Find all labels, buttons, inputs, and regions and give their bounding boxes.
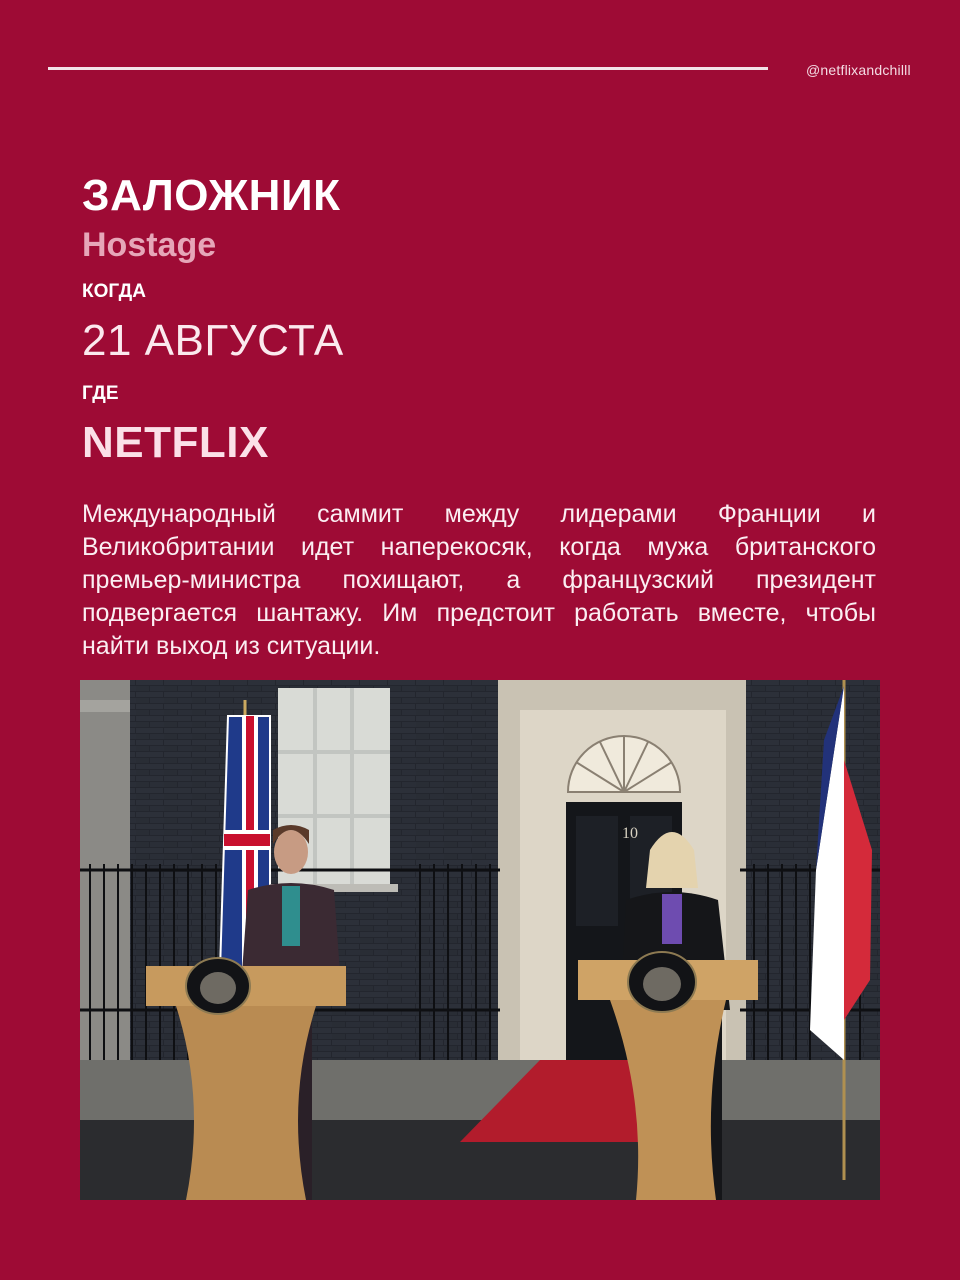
- release-date: 21 АВГУСТА: [82, 316, 344, 365]
- still-photo: [80, 680, 880, 1200]
- when-label: КОГДА: [82, 281, 146, 302]
- account-handle: @netflixandchilll: [806, 62, 911, 78]
- door-number: 10: [622, 825, 638, 842]
- top-divider-line: [48, 67, 768, 70]
- original-title: Hostage: [82, 226, 217, 264]
- show-info: [82, 170, 876, 663]
- show-title: ЗАЛОЖНИК: [82, 171, 341, 220]
- platform-name: NETFLIX: [82, 418, 269, 467]
- show-description: Международный саммит между лидерами Франции и Великобритании идет наперекосяк, когда мужа британского премьер-министра похищают, а французский президент подвергается шантажу. Им предстоит работать вместе, чтобы найти выход из ситуации.: [82, 500, 876, 660]
- where-label: ГДЕ: [82, 383, 119, 404]
